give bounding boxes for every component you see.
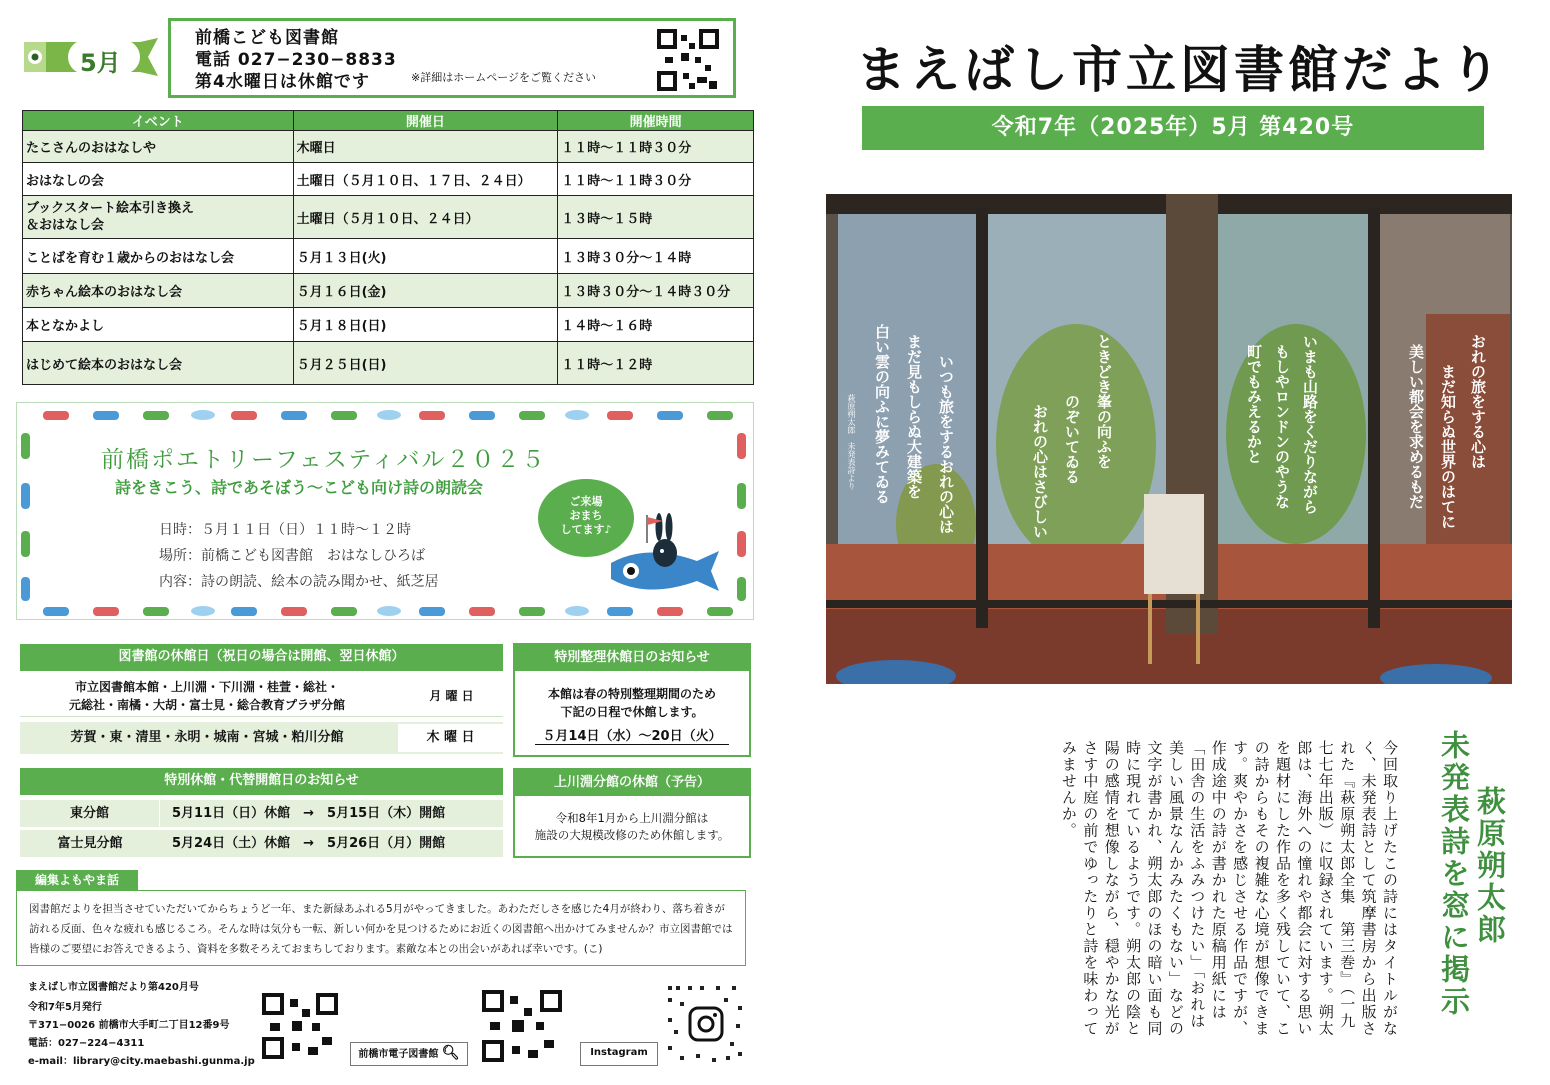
closure-day: 月 曜 日 [429, 689, 474, 703]
festival-subtitle: 詩をきこう、詩であそぼう〜こども向け詩の朗読会 [115, 478, 484, 497]
substitute-header: 特別休館・代替開館日のお知らせ [20, 768, 503, 795]
qr-code-icon[interactable] [262, 993, 338, 1059]
poem-line: まだ知らぬ世界のはてに [1439, 364, 1457, 529]
event-time: １４時〜１６時 [558, 308, 754, 342]
event-date: ５月１８日(日) [293, 308, 558, 342]
poem-credit: 萩原朔太郎 未発表詩より [847, 394, 856, 490]
special-close-text: 本館は春の特別整理期間のため 下記の日程で休館します。 [547, 687, 716, 719]
table-row [23, 342, 754, 385]
ebook-library-link[interactable] [350, 1042, 468, 1066]
closure-branches: 芳賀・東・清里・永明・城南・宮城・粕川分館 [70, 730, 344, 745]
library-name: 前橋こども図書館 [195, 28, 339, 48]
substitute-branch: 東分館 [20, 800, 160, 827]
article-body: 今回取り上げたこの詩にはタイトルがなく、未発表詩として筑摩書房から出版された『萩原朔太郎全集 第三巻』（一九七七年出版）に収録されています。朔太郎は、海外への憧れや都会に対する思いを題材にした作品を多く残していて、この詩からもその複雑な心境が想像できます。爽やかさを感じさせる作品ですが、作成途中の詩が書かれた原稿用紙には「田舎の生活をふみつけたい」「おれは美しい風景なんかみたくもない」などの文字が書かれ、朔太郎のほの暗い面も同時に現れているようです。朔太郎の陰と陽の感情を想像しながら、穏やかな光がさす中庭の前でゆったりと詩を味わってみませんか。 [1059, 740, 1399, 1037]
footer-issue: まえばし市立図書館だより第420月号 [28, 982, 199, 993]
poem-line: 町でもみえるかと [1245, 344, 1263, 464]
library-info-box [168, 18, 736, 98]
kamikawa-text: 令和8年1月から上川淵分館は 施設の大規模改修のため休館します。 [534, 811, 730, 842]
table-row [23, 131, 754, 163]
window-poem-photo [826, 194, 1512, 684]
event-name: たこさんのおはなしや [23, 131, 294, 163]
poem-line: のぞいてゐる [1063, 394, 1081, 484]
table-row [23, 163, 754, 196]
event-name: ことばを育む１歳からのおはなし会 [23, 239, 294, 274]
library-closed-day: 第4水曜日は休館です [195, 72, 370, 92]
substitute-branch: 富士見分館 [57, 836, 123, 851]
qr-code-icon[interactable] [482, 990, 562, 1062]
festival-title: 前橋ポエトリーフェスティバル２０２５ [101, 447, 547, 473]
event-date: ５月１６日(金) [293, 274, 558, 308]
events-table [22, 110, 754, 385]
closure-day: 木 曜 日 [398, 724, 503, 752]
library-phone: 電話 027−230−8833 [195, 50, 397, 70]
footer-email: e-mail：library@city.maebashi.gunma.jp [28, 1056, 255, 1067]
festival-place: 場所：前橋こども図書館 おはなしひろば [159, 548, 425, 564]
event-name: ブックスタート絵本引き換え ＆おはなし会 [23, 196, 294, 239]
substitute-row [20, 830, 503, 857]
masthead-title: まえばし市立図書館だより [856, 41, 1504, 99]
column-header-date: 開催日 [293, 111, 558, 131]
article-title: 未発表詩を窓に掲示 [1437, 730, 1471, 1018]
event-name: 本となかよし [23, 308, 294, 342]
kamikawa-panel [513, 768, 751, 858]
issue-bar: 令和7年（2025年）5月 第420号 [862, 106, 1484, 150]
substitute-detail: 5月24日（土）休館 → 5月26日（月）開館 [172, 836, 446, 851]
poem-line: もしやロンドンのやうな [1273, 344, 1291, 509]
column-header-time: 開催時間 [558, 111, 754, 131]
footer-published: 令和7年5月発行 [28, 1002, 102, 1013]
carp-streamer-border-top [43, 407, 733, 421]
closure-row [20, 675, 503, 717]
poem-line: おれの旅をする心は [1469, 334, 1487, 469]
qr-code-icon[interactable] [657, 29, 719, 91]
event-time: １１時〜１２時 [558, 342, 754, 385]
poem-line: まだ見もしらぬ大建築を [905, 334, 923, 499]
instagram-qr-icon[interactable] [666, 984, 746, 1064]
kamikawa-header: 上川淵分館の休館（予告） [515, 770, 749, 796]
month-label: 5月 [80, 49, 121, 77]
poem-line: 白い雲の向ふに夢みてゐる [873, 324, 891, 504]
special-close-panel [513, 643, 751, 757]
table-row [23, 239, 754, 274]
welcome-bubble: ご来場 おまち してます♪ [538, 479, 634, 557]
carp-streamer-border-bottom [43, 603, 733, 617]
event-name: おはなしの会 [23, 163, 294, 196]
poem-line: おれの心はさびしい [1031, 404, 1049, 539]
article-author: 萩原朔太郎 [1473, 786, 1507, 946]
event-date: 土曜日（５月１０日、１７日、２４日） [293, 163, 558, 196]
detail-note: ※詳細はホームページをご覧ください [411, 71, 596, 84]
carp-streamer-border-right [735, 433, 749, 603]
event-date: ５月１３日(火) [293, 239, 558, 274]
special-close-header: 特別整理休館日のお知らせ [515, 645, 749, 671]
closure-branches: 市立図書館本館・上川淵・下川淵・桂萱・総社・ 元総社・南橘・大胡・富士見・総合教育プラザ分館 [68, 680, 345, 712]
table-row [23, 274, 754, 308]
search-icon: 🔍︎ [441, 1045, 460, 1061]
carp-streamer-border-left [19, 433, 33, 603]
poem-line: いまも山路をくだりながら [1301, 334, 1319, 514]
event-time: １１時〜１１時３０分 [558, 163, 754, 196]
festival-content: 内容：詩の朗読、絵本の読み聞かせ、紙芝居 [159, 574, 439, 590]
table-row [23, 308, 754, 342]
poetry-festival-panel [16, 402, 754, 620]
event-name: 赤ちゃん絵本のおはなし会 [23, 274, 294, 308]
poem-line: いつも旅をするおれの心は [937, 354, 955, 534]
rabbit-carp-icon [607, 513, 727, 603]
event-date: ５月２５日(日) [293, 342, 558, 385]
ebook-library-label: 前橋市電子図書館 [358, 1049, 439, 1060]
editor-text: 図書館だよりを担当させていただいてからちょうど一年、また新緑あふれる5月がやってきました。あわただしさを感じた4月が終わり、落ち着きが訪れる反面、色々な疲れも感じるころ。そんな時は気分も一転、新しい何かを見つけるためにお近くの図書館へ出かけてみませんか？市立図書館では皆様のご要望にお答えできるよう、資料を多数そろえておまちしております。素敵な本との出会いがあれば幸いです。(こ) [16, 890, 746, 966]
footer-address: 〒371−0026 前橋市大手町二丁目12番9号 [28, 1020, 230, 1031]
editor-header: 編集よもやま話 [16, 870, 138, 890]
event-time: １３時３０分〜１４時 [558, 239, 754, 274]
festival-date: 日時：５月１１日（日）１１時〜１２時 [159, 522, 411, 538]
footer-phone: 電話：027−224−4311 [28, 1038, 145, 1049]
event-date: 木曜日 [293, 131, 558, 163]
instagram-link[interactable]: Instagram [580, 1042, 658, 1066]
event-time: １３時３０分〜１４時３０分 [558, 274, 754, 308]
poem-line: ときどき峯の向ふを [1095, 334, 1113, 469]
column-header-event: イベント [23, 111, 294, 131]
table-row [23, 196, 754, 239]
closure-row [20, 722, 503, 754]
event-name: はじめて絵本のおはなし会 [23, 342, 294, 385]
substitute-detail: 5月11日（日）休館 → 5月15日（木）開館 [172, 806, 446, 821]
substitute-row [20, 800, 503, 827]
closures-header: 図書館の休館日（祝日の場合は開館、翌日休館） [20, 644, 503, 671]
poem-line: 美しい都会を求めるもだ [1407, 344, 1425, 509]
event-date: 土曜日（５月１０日、２４日） [293, 196, 558, 239]
special-close-dates: ５月14日（水）〜20日（火） [535, 725, 729, 745]
event-time: １１時〜１１時３０分 [558, 131, 754, 163]
month-badge [22, 36, 160, 78]
event-time: １３時〜１５時 [558, 196, 754, 239]
